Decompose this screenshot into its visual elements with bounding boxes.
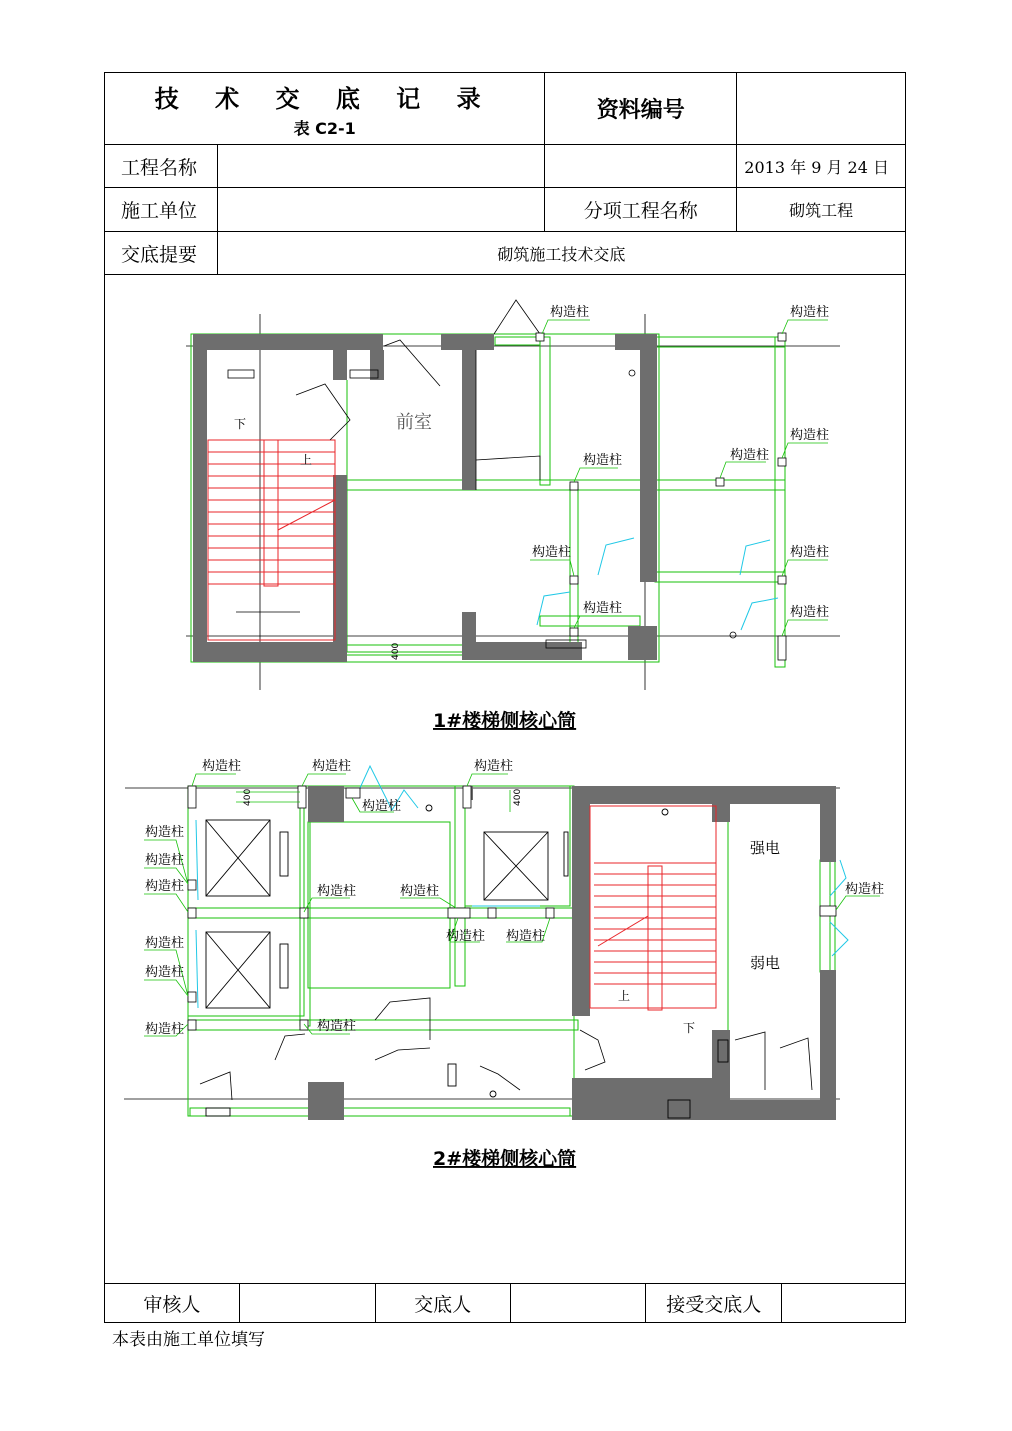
room-label-front: 前室 [396,412,432,433]
project-name-field[interactable] [217,145,545,188]
form-note: 本表由施工单位填写 [112,1330,265,1350]
column-label: 构造柱 [446,929,486,944]
column-label: 构造柱 [145,965,185,980]
column-label: 构造柱 [145,936,185,951]
plan-2-title: 2#楼梯侧核心筒 [433,1148,577,1170]
contractor-field[interactable] [217,188,545,232]
column-label: 构造柱 [790,305,830,320]
column-label: 构造柱 [730,448,770,463]
contractor-label: 施工单位 [105,188,218,232]
column-label: 构造柱 [317,884,357,899]
subitem-field[interactable]: 砌筑工程 [737,188,906,232]
technical-disclosure-form [104,72,906,1323]
stair-up-label: 上 [300,453,313,467]
column-label: 构造柱 [317,1019,357,1034]
room-label-weak: 弱电 [750,954,781,972]
column-label: 构造柱 [583,453,623,468]
form-title: 技 术 交 底 记 录 [154,84,495,113]
room-label-strong: 强电 [750,839,781,857]
date-field[interactable]: 2013 年 9 月 24 日 [737,145,906,188]
column-label: 构造柱 [550,305,590,320]
stair-down-label: 下 [683,1021,696,1035]
summary-field[interactable]: 砌筑施工技术交底 [217,232,905,275]
receiver-label: 接受交底人 [646,1284,782,1323]
reviewer-field[interactable] [239,1284,375,1323]
column-label: 构造柱 [845,882,885,897]
column-label: 构造柱 [312,759,352,774]
column-label: 构造柱 [790,545,830,560]
subitem-label: 分项工程名称 [545,188,737,232]
plan-1-title: 1#楼梯侧核心筒 [433,710,577,732]
doc-no-field[interactable] [737,73,906,145]
blank-cell [545,145,737,188]
doc-no-label: 资料编号 [545,73,737,145]
column-label: 构造柱 [583,601,623,616]
column-label: 构造柱 [506,929,546,944]
dimension-label: 400 [391,642,401,660]
form-subtitle: 表 C2-1 [293,118,356,138]
column-label: 构造柱 [474,759,514,774]
project-name-label: 工程名称 [105,145,218,188]
column-label: 构造柱 [400,884,440,899]
summary-label: 交底提要 [105,232,218,275]
column-label: 构造柱 [790,428,830,443]
dimension-label: 400 [513,788,523,806]
signature-table [104,1283,906,1323]
title-cell [105,73,545,145]
column-label: 构造柱 [145,879,185,894]
column-label: 构造柱 [145,825,185,840]
discloser-label: 交底人 [375,1284,510,1323]
column-label: 构造柱 [202,759,242,774]
drawing-area [104,274,906,1284]
column-label: 构造柱 [145,1022,185,1037]
column-label: 构造柱 [145,853,185,868]
receiver-field[interactable] [782,1284,906,1323]
stair-down-label: 下 [234,417,247,431]
column-label: 构造柱 [790,605,830,620]
column-label: 构造柱 [362,799,402,814]
column-label: 构造柱 [532,545,572,560]
reviewer-label: 审核人 [105,1284,240,1323]
stair-up-label: 上 [618,989,631,1003]
header-table [104,72,906,275]
dimension-label: 400 [243,788,253,806]
discloser-field[interactable] [510,1284,646,1323]
